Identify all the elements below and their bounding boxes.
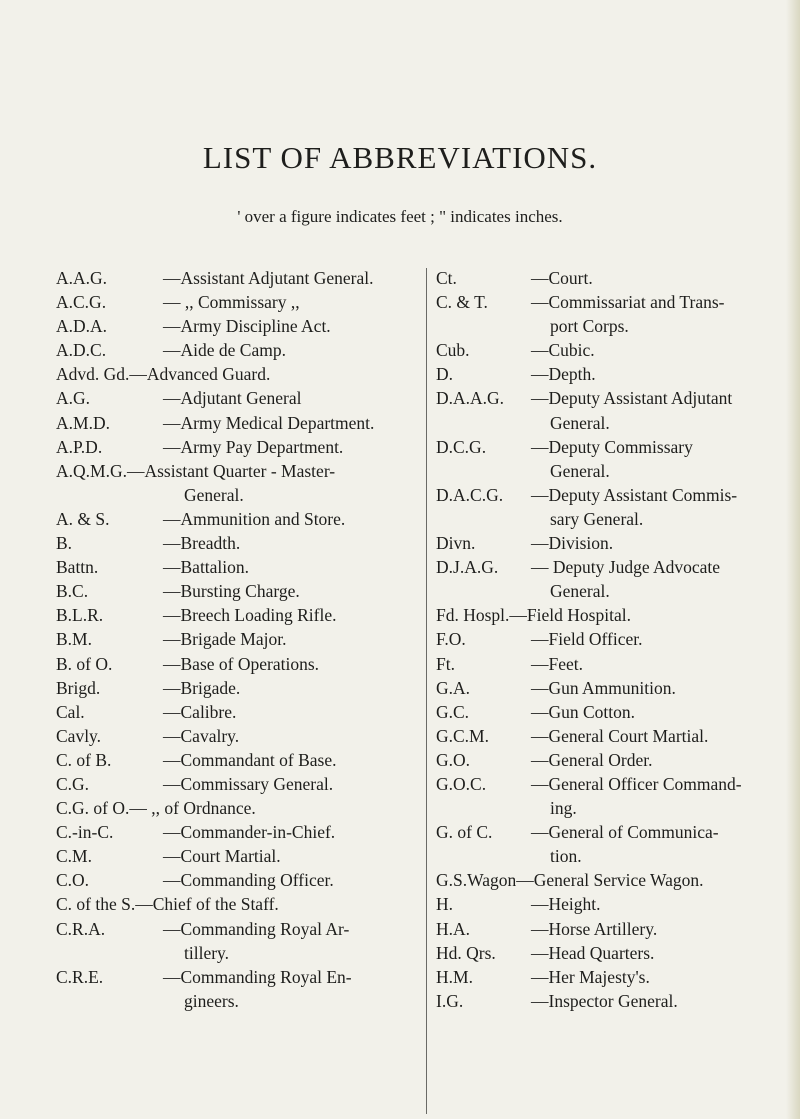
abbreviation-meaning: [436, 868, 788, 892]
abbreviation-entry: [436, 627, 788, 651]
abbreviation-meaning: [56, 796, 416, 820]
meaning-text: —General Court Martial.: [531, 725, 709, 746]
abbreviation-entry: [436, 435, 788, 483]
meaning-text: — ,, of Ordnance.: [129, 798, 256, 819]
column-divider: [426, 268, 427, 1114]
meaning-text: —General of Communica-: [531, 822, 719, 843]
meaning-text: —Army Medical Department.: [163, 412, 375, 433]
abbreviation-term: G.S.Wagon: [436, 870, 517, 891]
abbreviation-term: G.O.C.: [436, 773, 487, 794]
meaning-continuation: General.: [184, 484, 244, 505]
meaning-text: —Advanced Guard.: [129, 364, 271, 385]
meaning-text: —Feet.: [531, 653, 584, 674]
abbreviation-term: A.A.G.: [56, 268, 108, 288]
abbreviation-term: D.A.C.G.: [436, 484, 504, 505]
abbreviation-term: D.C.G.: [436, 436, 487, 457]
abbreviation-entry: [436, 700, 788, 724]
abbreviation-term: I.G.: [436, 990, 464, 1011]
abbreviation-term: Fd. Hospl.: [436, 605, 510, 626]
abbreviation-term: H.A.: [436, 918, 471, 939]
abbreviation-term: B.L.R.: [56, 605, 104, 626]
meaning-text: —Brigade Major.: [163, 629, 287, 650]
abbreviation-term: D.J.A.G.: [436, 557, 499, 578]
abbreviation-term: B.C.: [56, 581, 89, 602]
abbreviation-entry: [436, 892, 788, 916]
meaning-text: —Court Martial.: [163, 846, 281, 867]
page-title: LIST OF ABBREVIATIONS.: [202, 140, 598, 175]
meaning-text: —Calibre.: [163, 701, 237, 722]
abbreviation-meaning: [56, 676, 416, 700]
abbreviation-entry: [56, 652, 416, 676]
abbreviation-entry: [56, 892, 416, 916]
abbreviation-meaning: [436, 989, 788, 1013]
abbreviation-term: Cub.: [436, 340, 470, 361]
abbreviation-term: Battn.: [56, 557, 99, 578]
abbreviation-term: C. of the S.: [56, 894, 136, 915]
meaning-text: —Aide de Camp.: [163, 340, 286, 361]
abbreviation-entry: [56, 603, 416, 627]
abbreviation-term: A.G.: [56, 388, 91, 409]
abbreviation-term: C.M.: [56, 846, 92, 867]
abbreviation-entry: [56, 748, 416, 772]
meaning-text: —Chief of the Staff.: [135, 894, 279, 915]
abbreviation-term: C.G. of O.: [56, 798, 130, 819]
abbreviation-meaning: [436, 676, 788, 700]
abbreviation-entry: [56, 844, 416, 868]
abbreviation-meaning: [56, 868, 416, 892]
abbreviation-entry: [56, 917, 416, 965]
meaning-text: —Assistant Adjutant General.: [163, 268, 374, 288]
meaning-text: —Commissariat and Trans-: [531, 292, 725, 313]
abbreviation-term: C.G.: [56, 773, 90, 794]
meaning-text: —General Service Wagon.: [516, 870, 704, 891]
meaning-text: —Court.: [531, 268, 593, 288]
abbreviation-term: C.R.A.: [56, 918, 106, 939]
abbreviation-entry: [56, 290, 416, 314]
abbreviation-entry: [56, 507, 416, 531]
meaning-text: —Gun Ammunition.: [531, 677, 676, 698]
abbreviation-term: F.O.: [436, 629, 466, 650]
abbreviation-entry: [436, 941, 788, 965]
page-edge-shadow: [786, 0, 800, 1119]
meaning-text: —Breadth.: [163, 533, 241, 554]
meaning-text: —Battalion.: [163, 557, 250, 578]
abbreviation-entry: [436, 820, 788, 868]
abbreviation-term: A.P.D.: [56, 436, 103, 457]
abbreviation-meaning: [436, 892, 788, 916]
abbreviation-entry: [436, 603, 788, 627]
meaning-text: —Cubic.: [531, 340, 595, 361]
meaning-text: —Army Pay Department.: [163, 436, 344, 457]
meaning-text: —Division.: [531, 533, 614, 554]
abbreviation-meaning: [56, 314, 416, 338]
abbreviation-entry: [436, 483, 788, 531]
meaning-text: —Ammunition and Store.: [163, 508, 346, 529]
abbreviation-entry: [436, 724, 788, 748]
abbreviation-meaning: [436, 965, 788, 989]
abbreviation-term: Cal.: [56, 701, 85, 722]
abbreviation-meaning: [56, 290, 416, 314]
abbreviation-meaning: [56, 603, 416, 627]
abbreviation-meaning: [56, 531, 416, 555]
abbreviation-term: Cavly.: [56, 725, 102, 746]
abbreviation-meaning: [56, 772, 416, 796]
abbreviation-entry: [436, 965, 788, 989]
abbreviation-term: B. of O.: [56, 653, 113, 674]
abbreviation-entry: [56, 386, 416, 410]
abbreviation-meaning: [56, 362, 416, 386]
abbreviation-term: B.M.: [56, 629, 92, 650]
meaning-text: —Deputy Assistant Commis-: [531, 484, 738, 505]
meaning-text: —Field Officer.: [531, 629, 643, 650]
abbreviation-entry: [56, 314, 416, 338]
abbreviation-entry: [436, 748, 788, 772]
abbreviation-term: H.M.: [436, 966, 473, 987]
meaning-text: —Deputy Commissary: [531, 436, 693, 457]
abbreviation-entry: [436, 266, 788, 290]
meaning-text: —General Officer Command-: [531, 773, 742, 794]
abbreviation-meaning: [56, 627, 416, 651]
abbreviation-meaning: [56, 338, 416, 362]
abbreviation-entry: [56, 676, 416, 700]
abbreviation-term: C. & T.: [436, 292, 488, 313]
meaning-text: —Cavalry.: [163, 725, 240, 746]
meaning-text: —Inspector General.: [531, 990, 678, 1011]
abbreviation-entry: [56, 579, 416, 603]
abbreviation-entry: [436, 386, 788, 434]
abbreviation-meaning: [436, 266, 788, 290]
abbreviation-entry: [56, 796, 416, 820]
meaning-text: —Brigade.: [163, 677, 241, 698]
abbreviation-meaning: [56, 555, 416, 579]
abbreviation-term: C. of B.: [56, 749, 112, 770]
abbreviation-entry: [56, 700, 416, 724]
meaning-continuation: General.: [550, 412, 610, 433]
abbreviation-entry: [56, 338, 416, 362]
abbreviation-term: D.: [436, 364, 454, 385]
abbreviation-term: H.: [436, 894, 454, 915]
abbreviation-entry: [56, 820, 416, 844]
abbreviation-entry: [436, 652, 788, 676]
abbreviation-term: C.R.E.: [56, 966, 104, 987]
meaning-text: —Base of Operations.: [163, 653, 320, 674]
abbreviation-entry: [56, 362, 416, 386]
meaning-text: —Army Discipline Act.: [163, 316, 331, 337]
abbreviation-meaning: [56, 435, 416, 459]
abbreviation-entry: [436, 868, 788, 892]
meaning-text: —Field Hospital.: [509, 605, 631, 626]
abbreviation-entry: [436, 362, 788, 386]
abbreviation-term: Ct.: [436, 268, 457, 288]
meaning-text: —Assistant Quarter - Master-: [126, 460, 336, 481]
abbreviation-entry: [56, 627, 416, 651]
abbreviation-meaning: [436, 700, 788, 724]
abbreviation-meaning: [56, 844, 416, 868]
abbreviation-meaning: [56, 579, 416, 603]
meaning-text: —Depth.: [531, 364, 596, 385]
meaning-text: —Gun Cotton.: [531, 701, 636, 722]
meaning-continuation: port Corps.: [550, 316, 629, 337]
meaning-text: —Commanding Officer.: [163, 870, 334, 891]
abbreviation-entry: [436, 555, 788, 603]
meaning-continuation: General.: [550, 581, 610, 602]
meaning-continuation: tion.: [550, 846, 582, 867]
meaning-text: —Commander-in-Chief.: [163, 822, 336, 843]
abbreviation-meaning: [56, 892, 416, 916]
abbreviation-term: Advd. Gd.: [56, 364, 130, 385]
meaning-text: —Commanding Royal Ar-: [163, 918, 350, 939]
abbreviation-term: A.D.C.: [56, 340, 107, 361]
abbreviation-term: D.A.A.G.: [436, 388, 505, 409]
abbreviation-meaning: [436, 338, 788, 362]
abbreviation-term: G.A.: [436, 677, 471, 698]
abbreviation-meaning: [56, 266, 416, 290]
abbreviation-term: C.-in-C.: [56, 822, 114, 843]
abbreviation-term: Hd. Qrs.: [436, 942, 496, 963]
abbreviation-meaning: [436, 748, 788, 772]
abbreviation-term: A.M.D.: [56, 412, 110, 433]
meaning-continuation: gineers.: [184, 990, 239, 1011]
abbreviation-entry: [56, 459, 416, 507]
abbreviation-meaning: [56, 917, 416, 941]
abbreviation-entry: [56, 266, 416, 290]
abbreviation-entry: [56, 555, 416, 579]
abbreviation-entry: [436, 338, 788, 362]
meaning-continuation: tillery.: [184, 942, 230, 963]
abbreviation-entry: [56, 531, 416, 555]
abbreviation-term: A.Q.M.G.: [56, 460, 127, 481]
abbreviation-entry: [56, 724, 416, 748]
abbreviation-term: B.: [56, 533, 73, 554]
abbreviation-meaning: [436, 772, 788, 796]
abbreviation-meaning: [56, 965, 416, 989]
meaning-text: —Breech Loading Rifle.: [163, 605, 337, 626]
abbreviation-meaning: [56, 411, 416, 435]
meaning-text: —Bursting Charge.: [163, 581, 300, 602]
abbreviation-meaning: [436, 362, 788, 386]
abbreviation-entry: [436, 989, 788, 1013]
meaning-text: —Commanding Royal En-: [163, 966, 352, 987]
abbreviation-term: Brigd.: [56, 677, 101, 698]
meaning-continuation: General.: [550, 460, 610, 481]
abbreviation-entry: [436, 917, 788, 941]
abbreviation-meaning: [56, 507, 416, 531]
meaning-text: —Horse Artillery.: [531, 918, 658, 939]
meaning-text: — ,, Commissary ,,: [163, 292, 300, 313]
abbreviation-entry: [436, 676, 788, 700]
abbreviation-meaning: [56, 724, 416, 748]
abbreviation-meaning: [436, 531, 788, 555]
page-subtitle: ' over a figure indicates feet ; " indicates inches.: [237, 207, 563, 226]
abbreviation-meaning: [436, 290, 788, 314]
abbreviation-meaning: [436, 627, 788, 651]
abbreviation-meaning: [436, 435, 788, 459]
abbreviation-meaning: [436, 652, 788, 676]
abbreviation-entry: [56, 772, 416, 796]
meaning-text: —Adjutant General: [163, 388, 302, 409]
abbreviation-term: A. & S.: [56, 508, 110, 529]
abbreviation-meaning: [56, 700, 416, 724]
abbreviation-entry: [56, 868, 416, 892]
abbreviation-term: C.O.: [56, 870, 90, 891]
abbreviation-entry: [436, 531, 788, 555]
meaning-continuation: sary General.: [550, 508, 644, 529]
abbreviation-term: A.D.A.: [56, 316, 108, 337]
left-abbreviation-column: [56, 266, 416, 1013]
abbreviation-term: G. of C.: [436, 822, 493, 843]
meaning-continuation: ing.: [550, 798, 577, 819]
abbreviation-term: Divn.: [436, 533, 476, 554]
abbreviation-entry: [56, 435, 416, 459]
meaning-text: —Deputy Assistant Adjutant: [531, 388, 733, 409]
abbreviation-term: G.C.M.: [436, 725, 489, 746]
abbreviation-entry: [436, 772, 788, 820]
meaning-text: —Height.: [531, 894, 601, 915]
abbreviation-entry: [436, 290, 788, 338]
meaning-text: —Her Majesty's.: [531, 966, 650, 987]
abbreviation-term: A.C.G.: [56, 292, 107, 313]
abbreviation-term: Ft.: [436, 653, 455, 674]
meaning-text: —Commandant of Base.: [163, 749, 337, 770]
abbreviation-term: G.O.: [436, 749, 471, 770]
abbreviation-meaning: [56, 386, 416, 410]
abbreviation-term: G.C.: [436, 701, 470, 722]
meaning-text: —Commissary General.: [163, 773, 334, 794]
abbreviation-meaning: [436, 603, 788, 627]
abbreviation-entry: [56, 411, 416, 435]
meaning-text: —Head Quarters.: [531, 942, 655, 963]
meaning-text: — Deputy Judge Advocate: [531, 557, 721, 578]
meaning-text: —General Order.: [531, 749, 653, 770]
right-abbreviation-column: [436, 266, 788, 1013]
abbreviation-meaning: [436, 917, 788, 941]
abbreviation-meaning: [56, 459, 416, 483]
abbreviation-entry: [56, 965, 416, 1013]
